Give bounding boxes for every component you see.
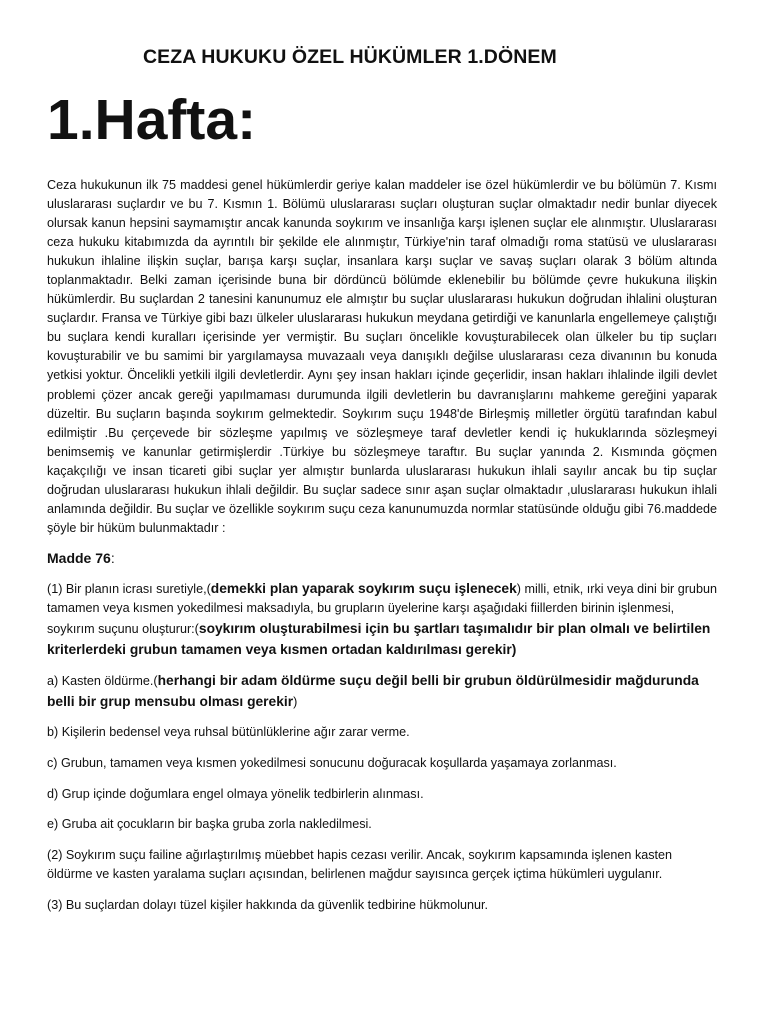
- week-heading: 1.Hafta:: [47, 88, 257, 152]
- article-item-b: b) Kişilerin bedensel veya ruhsal bütünlüklerine ağır zarar verme.: [47, 725, 410, 740]
- article-suffix: :: [110, 549, 115, 566]
- para1-emphasis-1: demekki plan yaparak soykırım suçu işlenecek: [210, 580, 517, 596]
- article-item-d: d) Grup içinde doğumlara engel olmaya yönelik tedbirlerin alınması.: [47, 786, 424, 801]
- article-paragraph-2: (2) Soykırım suçu failine ağırlaştırılmış müebbet hapis cezası verilir. Ancak, soykırım kapsamında işlenen kasten öldürme ve kasten yaralama suçları açısından, belirlenen mağdur sayısınca gerçek içtima hükümleri uygulanır.: [47, 847, 673, 882]
- para1-text-1: (1) Bir planın icrası suretiyle,(: [47, 581, 211, 596]
- article-item-c: c) Grubun, tamamen veya kısmen yokedilmesi sonucunu doğuracak koşullarda yaşamaya zorlanması.: [47, 756, 617, 771]
- item-a-text: a) Kasten öldürme.(: [47, 674, 158, 689]
- article-heading: [47, 548, 717, 569]
- article-item-e: e) Gruba ait çocukların bir başka gruba zorla nakledilmesi.: [47, 817, 372, 832]
- para1-text-2: ) milli, etnik, ırki veya dini bir grubun tamamen veya kısmen yokedilmesi maksadıyla, bu grupların üyelerine karşı aşağıdaki fiillerden birinin işlenmesi, soykırım suçunu oluşturur:(: [47, 581, 717, 637]
- para1-emphasis-2: soykırım oluşturabilmesi için bu şartları taşımalıdır bir plan olmalı ve belirtilen kriterlerdeki grubun tamamen veya kısmen ortadan kaldırılması gerekir): [47, 621, 711, 657]
- article-paragraph-3: (3) Bu suçlardan dolayı tüzel kişiler hakkında da güvenlik tedbirine hükmolunur.: [47, 898, 489, 913]
- article-item-a: [47, 671, 717, 712]
- intro-paragraph: Ceza hukukunun ilk 75 maddesi genel hükümlerdir geriye kalan maddeler ise özel hükümlerdir ve bu bölümün 7. Kısmı uluslararası suçlardır ve bu 7. Kısmın 1. Bölümü uluslararası suçları oluşturan suçlar olmaktadır nedir bunlar diyecek olursak kanun hepsini saymamıştır ancak kanunda soykırım ve insanlığa karşı işlenen suçlar ele alınmıştır. Uluslararası ceza hukuku kitabımızda da ayrıntılı bir şekilde ele alınmıştır, Türkiye'nin taraf olmadığı roma statüsü ve uluslararası hukukun ihlaline ilişkin suçlar, barışa karşı suçlar, insanlara karşı suçlar ve savaş suçları olarak 3 bölüm altında toplanmaktadır. Belki zaman içerisinde buna bir dördüncü bölümde eklenebilir bu bölümde çevre hukukuna ilişkin hükümlerdir. Bu suçlardan 2 tanesini kanunumuz ele almıştır bu suçlar uluslararası hukukun doğrudan ihlalini oluşturan suçlardır. Fransa ve Türkiye gibi bazı ülkeler uluslararası hukukun meydana getirdiği ve kanunlarla engellemeye çalıştığı bu suçlara kendi kuralları içerisinde yer vermiştir. Bu suçları öncelikle kovuşturabilecek olan ülkeler bu tip suçları kovuşturabilir ve bu samimi bir yargılamaysa muvazaalı veya danışıklı değilse uluslararası ceza divanının bu konuda yetkisi yoktur. Öncelikli yetkili ilgili devletlerdir. Aynı şey insan hakları içinde geçerlidir, insan hakları ihlalinde ilgili devlet problemi çözer ancak gereği yapılmaması durumunda ilgili devletlerin bu davranışlarını mahkeme gereğini yaparak düzeltir. Bu suçların başında soykırım gelmektedir. Soykırım suçu 1948'de Birleşmiş milletler örgütü tarafından kabul edilmiştir .Bu çerçevede bir sözleşme yapılmış ve sözleşmeye taraf devletler kendi iç hukuklarında sözleşmeyi benimsemiş ve kanunlar getirmişlerdir .Türkiye bu sözleşmeye taraftır. Bu suçlar yanında 2. Kısmında göçmen kaçakçılığı ve insan ticareti gibi suçlar yer almıştır bunlarda uluslararası hukukun ihlali sayılır ancak bu tip suçlar doğrudan uluslararası hukukun ihlali değildir. Bu suçlar sadece sınır aşan suçlar olmaktadır ,uluslararası hukukun ihlali anlamında değildir. Bu suçlar ve özellikle soykırım suçu ceza kanunumuzda normlar statüsünde olduğu gibi 76.maddede şöyle bir hüküm bulunmaktadır :: [47, 178, 717, 535]
- item-a-close: ): [293, 694, 298, 709]
- item-a-emphasis: herhangi bir adam öldürme suçu değil belli bir grubun öldürülmesidir mağdurunda belli bir grup mensubu olması gerekir: [47, 673, 699, 709]
- document-body: [47, 176, 717, 916]
- document-header-title: CEZA HUKUKU ÖZEL HÜKÜMLER 1.DÖNEM: [143, 46, 557, 68]
- article-label: Madde 76: [47, 549, 111, 566]
- article-paragraph-1: [47, 579, 717, 660]
